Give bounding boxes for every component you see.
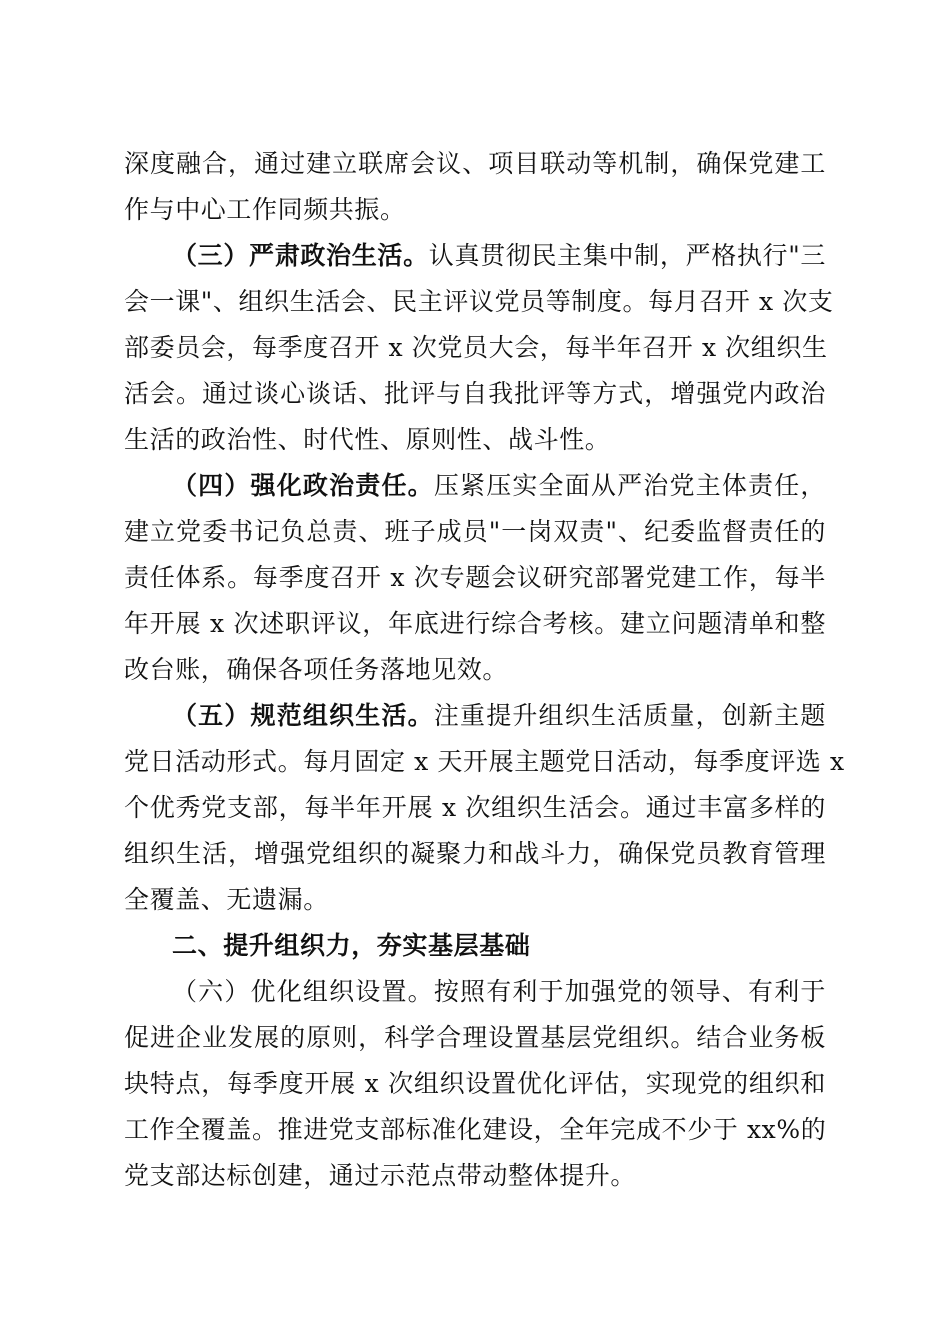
paragraph-6-first-line — [172, 976, 826, 1008]
paragraph-4-title: （四）强化政治责任。 — [172, 471, 434, 500]
text-line: 个优秀党支部，每半年开展 x 次组织生活会。通过丰富多样的 — [124, 793, 826, 822]
text-line: 会一课"、组织生活会、民主评议党员等制度。每月召开 x 次支 — [124, 287, 834, 316]
text-line: 党日活动形式。每月固定 x 天开展主题党日活动，每季度评选 x — [124, 747, 845, 776]
text-line: 党支部达标创建，通过示范点带动整体提升。 — [124, 1161, 637, 1190]
text-line: 建立党委书记负总责、班子成员"一岗双责"、纪委监督责任的 — [124, 517, 826, 546]
paragraph-3-first-line — [172, 240, 826, 272]
text-line: 活会。通过谈心谈话、批评与自我批评等方式，增强党内政治 — [124, 379, 826, 408]
text-line: 部委员会，每季度召开 x 次党员大会，每半年召开 x 次组织生 — [124, 333, 828, 362]
paragraph-5-lead: 注重提升组织生活质量，创新主题 — [433, 701, 826, 730]
text-line: 年开展 x 次述职评议，年底进行综合考核。建立问题清单和整 — [124, 609, 826, 638]
text-line: 责任体系。每季度召开 x 次专题会议研究部署党建工作，每半 — [124, 563, 826, 592]
text-line: 促进企业发展的原则，科学合理设置基层党组织。结合业务板 — [124, 1023, 826, 1052]
paragraph-5-first-line — [172, 700, 826, 732]
text-line: 组织生活，增强党组织的凝聚力和战斗力，确保党员教育管理 — [124, 839, 826, 868]
paragraph-4-first-line — [172, 470, 826, 502]
text-line: 工作全覆盖。推进党支部标准化建设，全年完成不少于 xx%的 — [124, 1115, 827, 1144]
paragraph-6-lead: 按照有利于加强党的领导、有利于 — [433, 977, 826, 1006]
text-line: 生活的政治性、时代性、原则性、战斗性。 — [124, 425, 611, 454]
text-line: 深度融合，通过建立联席会议、项目联动等机制，确保党建工 — [124, 149, 826, 178]
text-line: 块特点，每季度开展 x 次组织设置优化评估，实现党的组织和 — [124, 1069, 826, 1098]
section-heading: 二、提升组织力，夯实基层基础 — [172, 931, 531, 960]
paragraph-4-lead: 压紧压实全面从严治党主体责任， — [433, 471, 826, 500]
paragraph-3-title: （三）严肃政治生活。 — [172, 241, 429, 270]
paragraph-3-lead: 认真贯彻民主集中制，严格执行"三 — [428, 241, 826, 270]
paragraph-5-title: （五）规范组织生活。 — [172, 701, 434, 730]
paragraph-6-title: （六）优化组织设置。 — [172, 977, 434, 1006]
text-line: 作与中心工作同频共振。 — [124, 195, 406, 224]
text-line: 全覆盖、无遗漏。 — [124, 885, 329, 914]
text-line: 改台账，确保各项任务落地见效。 — [124, 655, 509, 684]
